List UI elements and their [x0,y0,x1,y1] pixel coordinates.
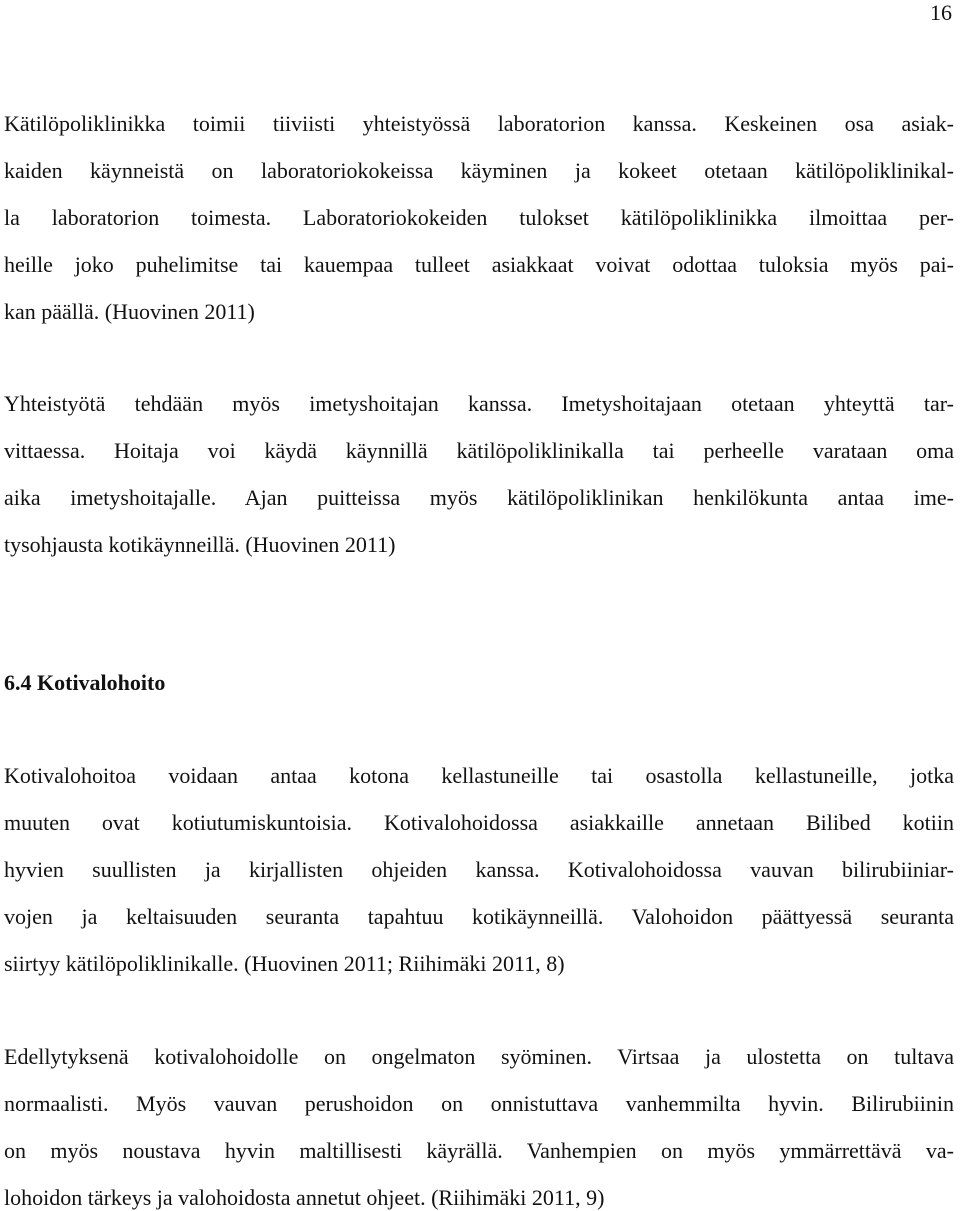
text-line: Edellytyksenä kotivalohoidolle on ongelmaton syöminen. Virtsaa ja ulostetta on tultava [4,1044,954,1069]
text-line: hyvien suullisten ja kirjallisten ohjeiden kanssa. Kotivalohoidossa vauvan bilirubiiniar- [4,857,954,882]
text-line: aika imetyshoitajalle. Ajan puitteissa myös kätilöpoliklinikan henkilökunta antaa ime- [4,485,954,510]
text-line: kaiden käynneistä on laboratoriokokeissa käyminen ja kokeet otetaan kätilöpoliklinikal- [4,158,954,183]
text-line: muuten ovat kotiutumiskuntoisia. Kotivalohoidossa asiakkaille annetaan Bilibed kotiin [4,810,954,835]
page-number: 16 [930,0,952,25]
text-line: on myös noustava hyvin maltillisesti käyrällä. Vanhempien on myös ymmärrettävä va- [4,1138,954,1163]
text-line: vittaessa. Hoitaja voi käydä käynnillä kätilöpoliklinikalla tai perheelle varataan oma [4,438,954,463]
text-line: tysohjausta kotikäynneillä. (Huovinen 2011) [4,532,396,557]
text-line: la laboratorion toimesta. Laboratoriokokeiden tulokset kätilöpoliklinikka ilmoittaa per- [4,205,954,230]
text-line: kan päällä. (Huovinen 2011) [4,299,255,324]
text-line: Yhteistyötä tehdään myös imetyshoitajan kanssa. Imetyshoitajaan otetaan yhteyttä tar- [4,391,954,416]
text-line: Kätilöpoliklinikka toimii tiiviisti yhteistyössä laboratorion kanssa. Keskeinen osa asiak- [4,111,954,136]
text-line: lohoidon tärkeys ja valohoidosta annetut ohjeet. (Riihimäki 2011, 9) [4,1185,605,1210]
text-line: normaalisti. Myös vauvan perushoidon on onnistuttava vanhemmilta hyvin. Bilirubiinin [4,1091,954,1116]
text-line: vojen ja keltaisuuden seuranta tapahtuu kotikäynneillä. Valohoidon päättyessä seuranta [4,904,954,929]
text-line: heille joko puhelimitse tai kauempaa tulleet asiakkaat voivat odottaa tuloksia myös pai- [4,252,954,277]
text-line: siirtyy kätilöpoliklinikalle. (Huovinen 2011; Riihimäki 2011, 8) [4,951,565,976]
text-line: Kotivalohoitoa voidaan antaa kotona kellastuneille tai osastolla kellastuneille, jotka [4,763,954,788]
section-heading: 6.4 Kotivalohoito [4,670,166,695]
